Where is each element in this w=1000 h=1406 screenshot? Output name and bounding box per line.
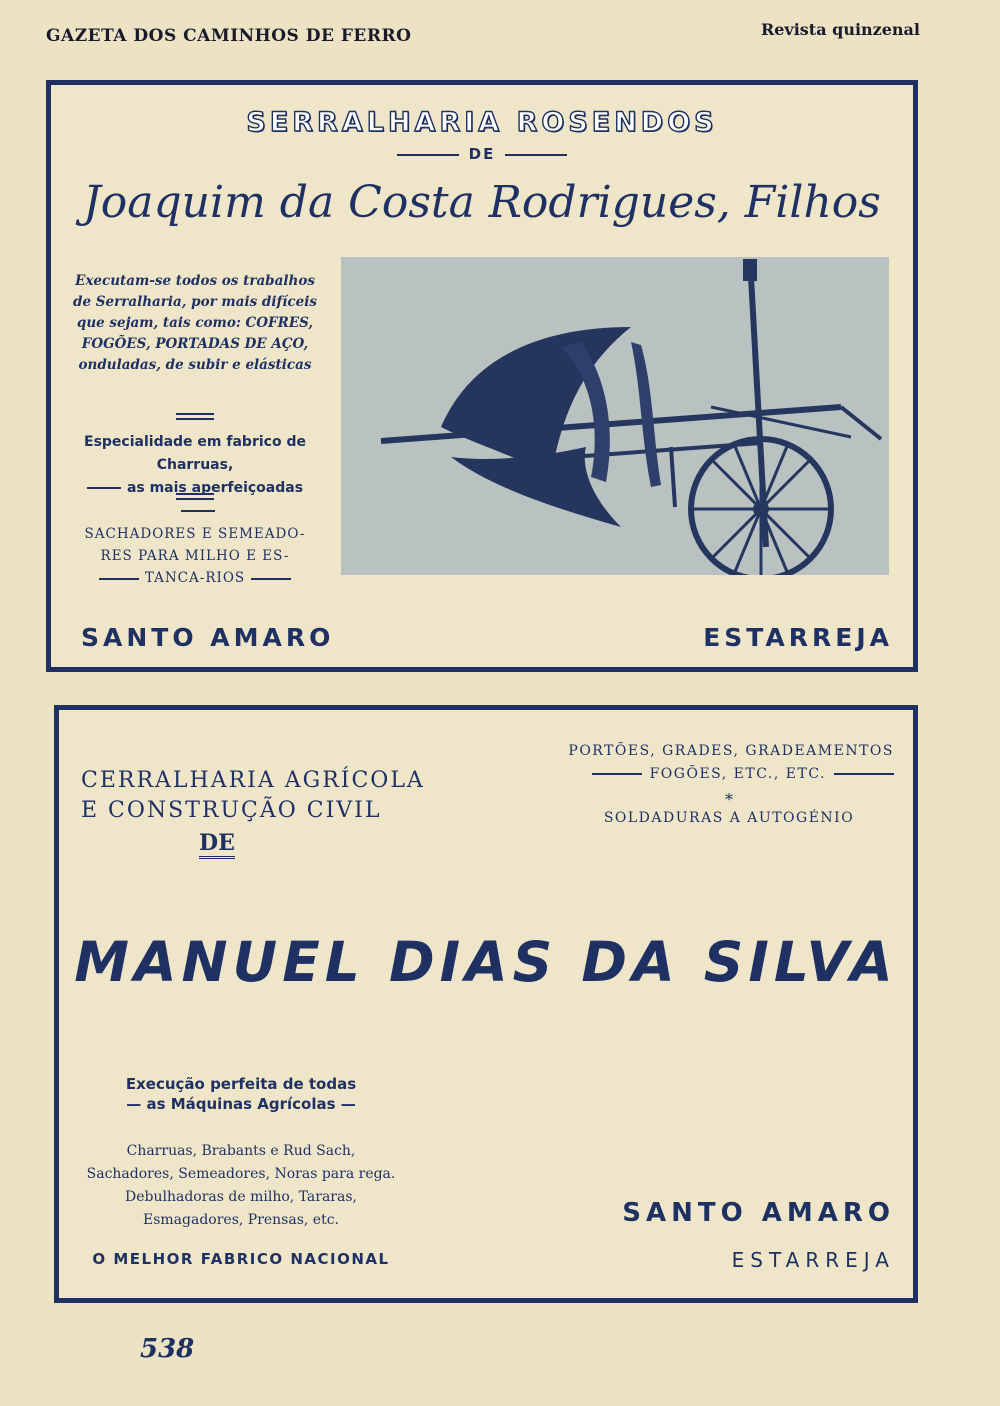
ad-de-line xyxy=(51,145,913,163)
plough-illustration xyxy=(341,257,889,575)
ad-title: SERRALHARIA ROSENDOS xyxy=(246,107,718,138)
location-right: ESTARREJA xyxy=(703,623,893,652)
machinery-list: Charruas, Brabants e Rud Sach, Sachadores, Semeadores, Noras para rega. Debulhadoras de milho, Tararas, Esmagadores, Prensas, etc. xyxy=(86,1143,396,1228)
products-list xyxy=(564,740,894,786)
execution-line-2: — as Máquinas Agrícolas — xyxy=(126,1095,356,1113)
page-number: 538 xyxy=(140,1334,195,1364)
specialty-line-1: Especialidade em fabrico de Charruas, xyxy=(84,434,306,473)
magazine-title: GAZETA DOS CAMINHOS DE FERRO xyxy=(46,26,412,46)
welding-text: SOLDADURAS A AUTOGÉNIO xyxy=(603,810,855,826)
location-region: ESTARREJA xyxy=(731,1248,895,1272)
products-line-1: SACHADORES E SEMEADO- xyxy=(84,526,306,542)
company-name: MANUEL DIAS DA SILVA xyxy=(74,930,898,994)
star-ornament: * xyxy=(725,790,733,809)
business-line-2: E CONSTRUÇÃO CIVIL xyxy=(81,798,382,823)
best-manufacturing-slogan: O MELHOR FABRICO NACIONAL xyxy=(92,1250,390,1268)
execution-line-1: Execução perfeita de todas xyxy=(125,1075,357,1093)
de-text: DE xyxy=(468,145,496,163)
services-text xyxy=(73,271,317,376)
services-description: Executam-se todos os trabalhos de Serralharia, por mais difíceis que sejam, tais como: COFRES, FOGÕES, PORTADAS DE AÇO, onduladas, de subir e elásticas xyxy=(73,273,317,373)
divider xyxy=(73,407,317,426)
location-left: SANTO AMARO xyxy=(81,623,335,652)
specialty-line-2: as mais aperfeiçoadas xyxy=(73,477,317,523)
specialty-text xyxy=(73,431,317,523)
products-line-3: TANCA-RIOS xyxy=(73,567,317,589)
products-line-2: FOGÕES, ETC., ETC. xyxy=(564,763,894,786)
plough-photo xyxy=(341,257,889,575)
divider xyxy=(73,487,317,506)
business-line-1: CERRALHARIA AGRÍCOLA xyxy=(81,768,425,793)
advertisement-serralharia-rosendos xyxy=(46,80,918,672)
products-line-2: RES PARA MILHO E ES- xyxy=(100,548,290,564)
company-name: Joaquim da Costa Rodrigues, Filhos xyxy=(83,177,881,228)
advertisement-manuel-dias-da-silva xyxy=(54,705,918,1303)
products-line-1: PORTÕES, GRADES, GRADEAMENTOS xyxy=(568,743,894,759)
location-town: SANTO AMARO xyxy=(622,1198,895,1228)
products-text xyxy=(73,523,317,589)
business-description xyxy=(81,766,481,826)
execution-text xyxy=(81,1074,401,1114)
magazine-subtitle: Revista quinzenal xyxy=(760,20,920,39)
de-text: DE xyxy=(199,830,235,859)
